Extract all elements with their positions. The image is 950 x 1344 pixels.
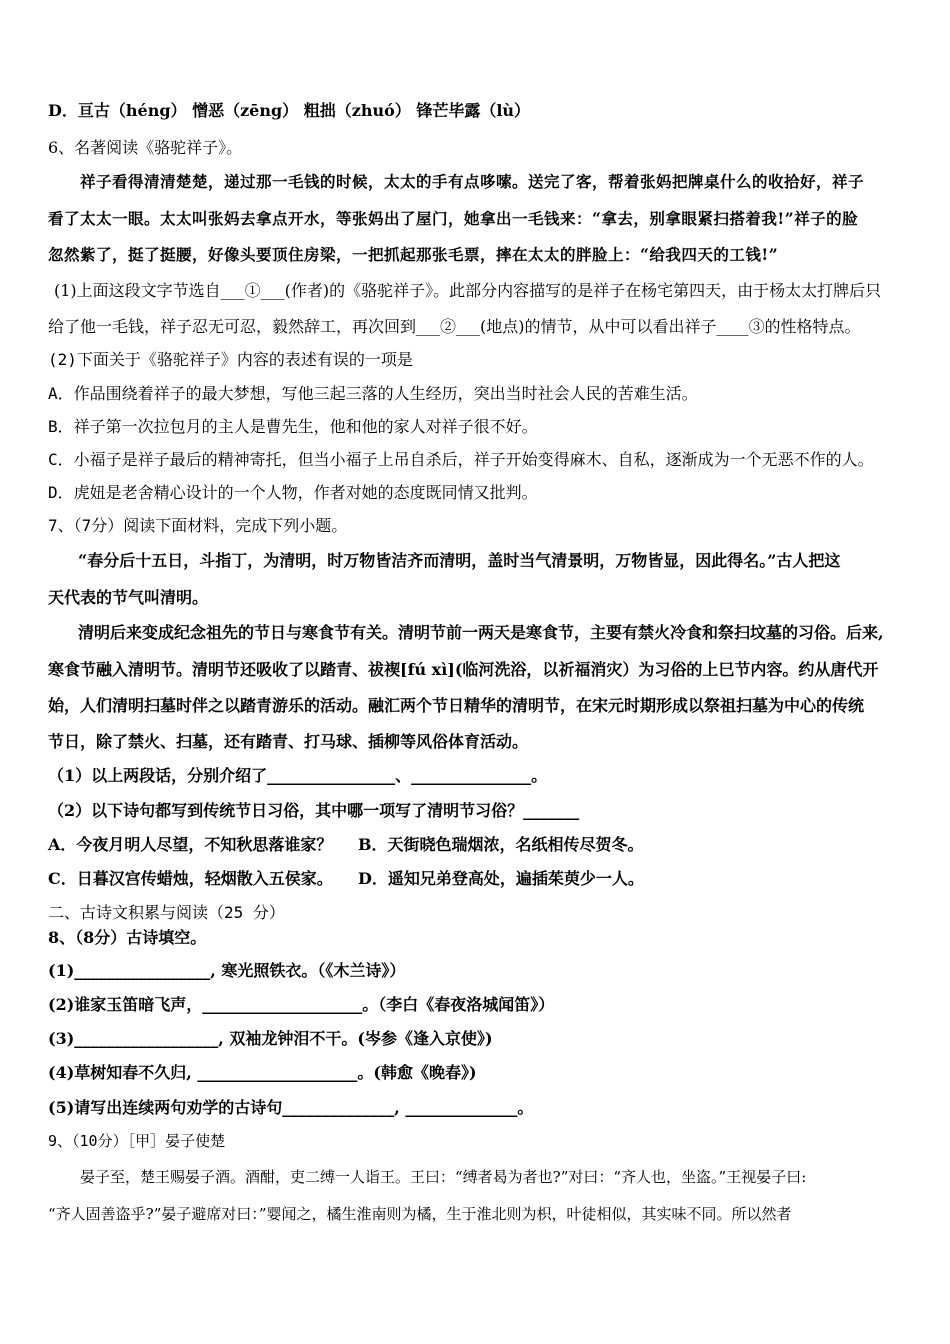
q6-passage-line-3: 忽然紫了，挺了挺腰，好像头要顶住房梁，一把抓起那张毛票，摔在太太的胖脸上：“给我四天的工钱!” <box>48 245 779 264</box>
section-2-title: 二、古诗文积累与阅读（25 分） <box>48 903 285 922</box>
q7-para2-line-2: 寒食节融入清明节。清明节还吸收了以踏青、祓禊[fú xì](临河洗浴，以祈福消灾）为习俗的上巳节内容。约从唐代开 <box>48 660 879 679</box>
q8-item-5: (5)请写出连续两句劝学的古诗句______________, ______________。 <box>48 1098 534 1117</box>
q8-item-2: (2)谁家玉笛暗飞声，____________________。（李白《春夜洛城闻笛》） <box>48 995 555 1014</box>
q6-sub1-line-1: (1)上面这段文字节选自___①___(作者)的《骆驼祥子》。此部分内容描写的是祥子在杨宅第四天，由于杨太太打牌后只 <box>54 281 882 300</box>
q5-option-d: D．亘古（héng） 憎恶（zēng） 粗拙（zhuó） 锋芒毕露（lù） <box>48 101 531 120</box>
q7-option-a: A．今夜月明人尽望，不知秋思落谁家？ <box>48 835 333 854</box>
q6-option-c: C．小福子是祥子最后的精神寄托，但当小福子上吊自杀后，祥子开始变得麻木、自私，逐渐成为一个无恶不作的人。 <box>48 450 874 469</box>
q7-option-d: D．遥知兄弟登高处，遍插茱萸少一人。 <box>358 869 644 888</box>
q7-para1-line-2: 天代表的节气叫清明。 <box>48 588 209 607</box>
q7-sub2: （2）以下诗句都写到传统节日习俗，其中哪一项写了清明节习俗？_______ <box>48 801 580 820</box>
q6-option-a: A．作品围绕着祥子的最大梦想，写他三起三落的人生经历，突出当时社会人民的苦难生活。 <box>48 384 698 403</box>
q7-para2-line-4: 节日，除了禁火、扫墓，还有踏青、打马球、插柳等风俗体育活动。 <box>48 732 529 751</box>
q6-passage-line-2: 看了太太一眼。太太叫张妈去拿点开水，等张妈出了屋门，她拿出一毛钱来：“拿去，别拿眼紧扫搭着我!”祥子的脸 <box>48 209 859 228</box>
q8-item-3: (3)__________________, 双袖龙钟泪不干。(岑参《逢入京使》) <box>48 1029 493 1048</box>
q6-sub2-stem: (2)下面关于《骆驼祥子》内容的表述有误的一项是 <box>48 350 413 369</box>
q7-title: 7、（7分）阅读下面材料，完成下列小题。 <box>48 516 348 535</box>
q8-title: 8、（8分）古诗填空。 <box>48 928 207 947</box>
q9-title: 9、（10分）［甲］晏子使楚 <box>48 1132 226 1150</box>
q7-option-b: B．天街晓色瑞烟浓，名纸相传尽贺冬。 <box>358 835 644 854</box>
q7-para1-line-1: “春分后十五日，斗指丁，为清明，时万物皆洁齐而清明，盖时当气清景明，万物皆显，因此得名。”古人把这 <box>78 551 841 570</box>
q6-option-d: D．虎妞是老舍精心设计的一个人物，作者对她的态度既同情又批判。 <box>48 483 538 502</box>
q9-passage-line-2: “齐人固善盗乎?”晏子避席对曰：”婴闻之，橘生淮南则为橘，生于淮北则为枳，叶徒相似，其实味不同。所以然者 <box>48 1205 792 1223</box>
q6-sub1-line-2: 给了他一毛钱，祥子忍无可忍，毅然辞工，再次回到___②___(地点)的情节，从中可以看出祥子____③的性格特点。 <box>48 317 861 336</box>
q9-passage-line-1: 晏子至，楚王赐晏子酒。酒酣，吏二缚一人诣王。王曰：“缚者曷为者也?”对曰：“齐人也，坐盗。”王视晏子曰: <box>80 1168 807 1186</box>
q7-option-c: C．日暮汉宫传蜡烛，轻烟散入五侯家。 <box>48 869 333 888</box>
q6-option-b: B．祥子第一次拉包月的主人是曹先生，他和他的家人对祥子很不好。 <box>48 417 538 436</box>
q6-title: 6、名著阅读《骆驼祥子》。 <box>48 138 243 157</box>
q7-para2-line-3: 始，人们清明扫墓时伴之以踏青游乐的活动。融汇两个节日精华的清明节，在宋元时期形成以祭祖扫墓为中心的传统 <box>48 696 865 715</box>
q6-passage-line-1: 祥子看得清清楚楚，递过那一毛钱的时候，太太的手有点哆嗦。送完了客，帮着张妈把牌桌什么的收拾好，祥子 <box>80 172 865 191</box>
q8-item-1: (1)_________________, 寒光照铁衣。（《木兰诗》） <box>48 961 406 980</box>
q8-item-4: (4)草树知春不久归, ____________________。(韩愈《晚春》) <box>48 1063 477 1082</box>
q7-para2-line-1: 清明后来变成纪念祖先的节日与寒食节有关。清明节前一两天是寒食节，主要有禁火冷食和祭扫坟墓的习俗。后来, <box>78 623 884 642</box>
q7-sub1: （1）以上两段话，分别介绍了________________、_______________。 <box>48 766 548 785</box>
